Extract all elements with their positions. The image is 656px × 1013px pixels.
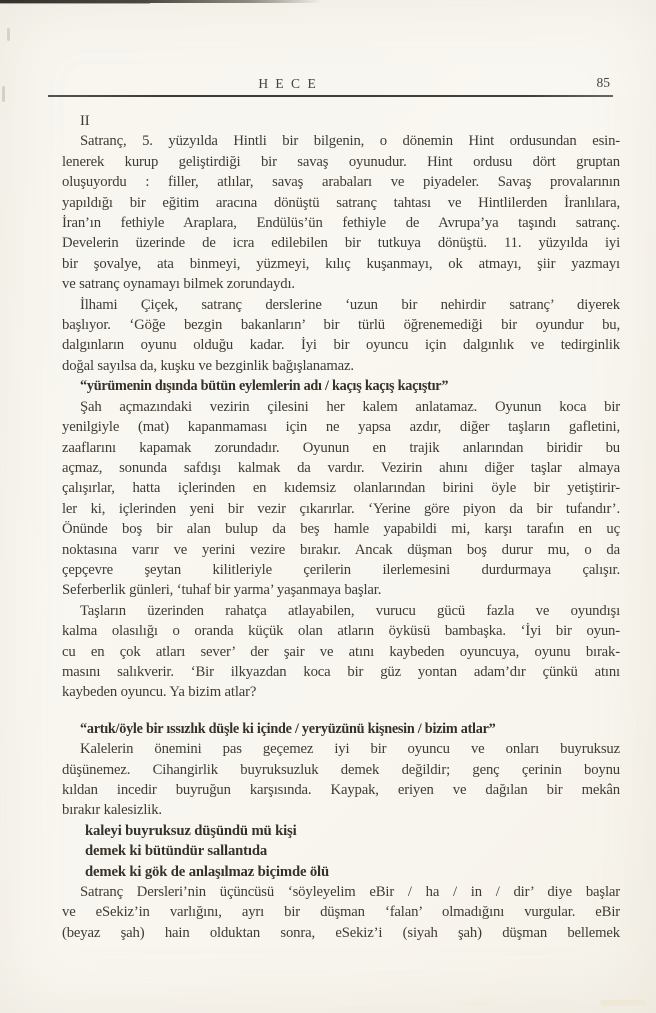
para-line: ve eSekiz’in varlığını, ayrı bir düşman ‘falan’ olmadığını vurgular. eBir — [62, 904, 620, 921]
para-line: bırakır kalesizlik. — [62, 802, 162, 819]
text-column — [62, 111, 620, 943]
para-line: ler ki, içlerinden yeni bir vezir çıkarırlar. ‘Yerine göre piyon da bir tufandır’. — [62, 500, 620, 517]
para-line: Satranç, 5. yüzyılda Hintli bir bilgenin, o dönemin Hint ordusundan esin- — [80, 133, 620, 150]
para-line: zaaflarını kapamak zorundadır. Oyunun en trajik anlarından biridir bu — [62, 439, 620, 456]
para-line: İlhami Çiçek, satranç derslerine ‘uzun bir nehirdir satranç’ diyerek — [80, 296, 620, 313]
section-heading: II — [80, 113, 90, 129]
para-line: Satranç Dersleri’nin üçüncüsü ‘söyleyelim eBir / ha / in / dir’ diye başlar — [80, 884, 620, 901]
para-line: Önünde boş bir alan bulup da beş hamle yapabildi mi, karşı tarafın en uç — [62, 521, 620, 538]
para-line: Develerin üzerinde de icra edilebilen bir tutkuya dönüştü. 11. yüzyılda iyi — [62, 235, 620, 252]
quote-line: “artık/öyle bir ıssızlık düşle ki içinde / yeryüzünü kişnesin / bizim atlar” — [80, 720, 496, 737]
para-line: kalma olasılığı o oranda küçük olan atların öyküsü bambaşka. ‘İyi bir oyun- — [62, 623, 620, 640]
para-line: noktasına varır ve yerini vezire bırakır. Ancak düşman boş durur mu, o da — [62, 541, 620, 558]
para-line: açmaz, sonunda safdışı kalmak da vardır. Vezirin ahını diğer taşlar almaya — [62, 459, 620, 476]
para-line: yenilgiyle (mat) kapanmaması için ne yapsa azdır, diğer taşların gafletini, — [62, 419, 620, 436]
paragraph-gap — [62, 703, 620, 719]
para-line: başlıyor. ‘Göğe bezgin bakanların’ bir türlü öğrenemediği bir oyundur bu, — [62, 317, 620, 334]
para-line: doğal sayılsa da, kuşku ve bezginlik bağışlanamaz. — [62, 357, 354, 374]
para-line: İran’ın fethiyle Araplara, Endülüs’ün fethiyle de Avrupa’ya taşındı satranç. — [62, 215, 620, 232]
page-header — [0, 0, 656, 97]
para-line: dalgınların oyunu olduğu kadar. İyi bir oyuncu için dalgınlık ve tedirginlik — [62, 337, 620, 354]
header-rule — [48, 95, 613, 97]
para-line: masını salıkverir. ‘Bir ilkyazdan koca bir güz yontan adam’dır çünkü atını — [62, 663, 620, 680]
scan-artifact-bottom-smudge-2 — [466, 1002, 491, 1006]
verse-line: demek ki bütündür sallantıda — [85, 843, 268, 860]
verse-line: demek ki gök de anlaşılmaz biçimde ölü — [85, 863, 330, 880]
para-line: Kalelerin önemini pas geçemez iyi bir oyuncu ve onları buyruksuz — [80, 741, 620, 758]
journal-title: H E C E — [258, 76, 318, 91]
para-line: çalışırlar, hatta içlerinden en kıdemsiz olanlarından birini öyle bir yetiştirir- — [62, 480, 620, 497]
para-line: oluşuyordu : filler, atlılar, savaş arabaları ve piyadeler. Savaş provalarının — [62, 174, 620, 191]
para-line: kaybeden oyuncu. Ya bizim atlar? — [62, 684, 257, 701]
para-line: kıldan incedir buyruğun karşısında. Kaypak, eriyen ve dağılan bir mekân — [62, 782, 620, 798]
para-line: yapıldığı bir eğitim aracına dönüştü satranç tahtası ve Hintlilerden İranlılara, — [62, 194, 620, 211]
para-line: Taşların üzerinden rahatça atlayabilen, vurucu gücü fazla ve oyundışı — [80, 602, 620, 619]
para-line: Şah açmazındaki vezirin çilesini her kalem anlatamaz. Oyunun koca bir — [80, 398, 620, 415]
scan-artifact-bottom-smudge — [600, 1000, 646, 1006]
quote-line: “yürümenin dışında bütün eylemlerin adı / kaçış kaçış kaçıştır” — [80, 378, 449, 395]
para-line: Seferberlik günleri, ‘tuhaf bir yarma’ yaşanmaya başlar. — [62, 582, 382, 599]
para-line: bir şovalye, ata binmeyi, yüzmeyi, kılıç kuşanmayı, ok atmayı, şiir yazmayı — [62, 255, 620, 272]
para-line: çepçevre şeytan kilitleriyle çerilerin ilerlemesini durdurmaya çalışır. — [62, 561, 620, 578]
para-line: düşünemez. Cihangirlik buyruksuzluk demek değildir; genç çerinin boynu — [62, 761, 620, 778]
para-line: cu en çok atları sever’ der şair ve atını kaybeden oyuncuya, oyunu bırak- — [62, 643, 620, 660]
para-line: ve satranç oynamayı bilmek zorundaydı. — [62, 276, 295, 293]
verse-line: kaleyi buyruksuz düşündü mü kişi — [85, 822, 297, 839]
para-line: (beyaz şah) hain olduktan sonra, eSekiz’i (siyah şah) düşman bellemek — [62, 924, 620, 941]
page-number: 85 — [596, 75, 610, 90]
para-line: lenerek kurup geliştirdiği bir savaş oyunudur. Hint ordusu dört gruptan — [62, 153, 620, 170]
